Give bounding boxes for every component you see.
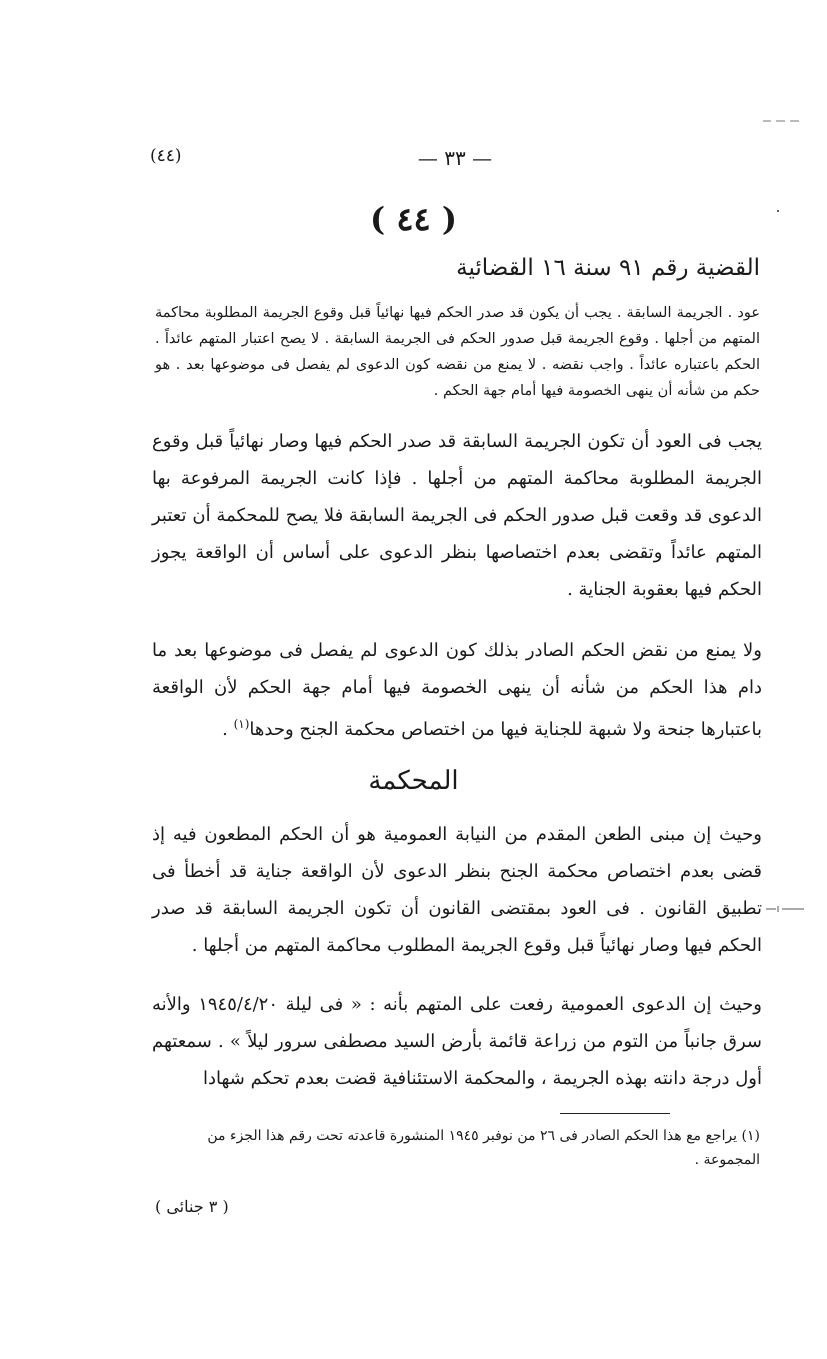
page-number: — ٣٣ — xyxy=(417,146,493,170)
case-number: ( ٤٤ ) xyxy=(370,200,457,238)
holding-paragraph-2 xyxy=(152,632,762,748)
section-title: المحكمة xyxy=(368,766,459,796)
signature-mark: ( ٣ جنائى ) xyxy=(155,1197,229,1216)
case-summary: عود . الجريمة السابقة . يجب أن يكون قد صدر الحكم فيها نهائياً قبل وقوع الجريمة المطلوبة محاكمة المتهم من أجلها . وقوع الجريمة قبل صدور الحكم فى الجريمة السابقة . لا يصح اعتبار المتهم عائداً . الحكم باعتباره عائداً . واجب نقضه . لا يمنع من نقضه كون الدعوى لم يفصل فى موضوعها بعد . هو حكم من شأنه أن ينهى الخصومة فيها أمام جهة الحكم . xyxy=(155,305,760,399)
scan-mark xyxy=(763,108,799,112)
case-title: القضية رقم ٩١ سنة ١٦ القضائية xyxy=(456,255,760,281)
holding-paragraph-2-text: ولا يمنع من نقض الحكم الصادر بذلك كون الدعوى لم يفصل فى موضوعها بعد ما دام هذا الحكم من شأنه أن ينهى الخصومة فيها أمام جهة الحكم لأن الواقعة باعتبارها جنحة ولا شبهة للجناية فيها من اختصاص محكمة الجنح وحدها xyxy=(152,640,762,740)
court-paragraph-1: وحيث إن مبنى الطعن المقدم من النيابة العمومية هو أن الحكم المطعون فيه إذ قضى بعدم اختصاص محكمة الجنح بنظر الدعوى لأن الواقعة جناية قد أخطأ فى تطبيق القانون . فى العود بمقتضى القانون أن تكون الجريمة السابقة قد صدر الحكم فيها وصار نهائياً قبل وقوع الجريمة المطلوب محاكمة المتهم من أجلها . xyxy=(152,824,762,956)
margin-annotation-mark xyxy=(764,900,809,914)
case-ref: (٤٤) xyxy=(150,146,182,166)
footnote: (١) يراجع مع هذا الحكم الصادر فى ٢٦ من نوفبر ١٩٤٥ المنشورة قاعدته تحت رقم هذا الجزء من المجموعة . xyxy=(207,1128,760,1168)
holding-paragraph-2-end: . xyxy=(222,719,234,740)
footnote-divider xyxy=(560,1113,670,1114)
footnote-reference: (١) xyxy=(233,717,250,731)
running-header xyxy=(150,146,760,176)
holding-paragraph-1: يجب فى العود أن تكون الجريمة السابقة قد صدر الحكم فيها وصار نهائياً قبل وقوع الجريمة المطلوبة محاكمة المتهم من أجلها . فإذا كانت الجريمة المرفوعة بها الدعوى قد وقعت قبل صدور الحكم فى الجريمة السابقة فلا يصح للمحكمة أن تعتبر المتهم عائداً وتقضى بعدم اختصاصها بنظر الدعوى على أساس أن الواقعة يجوز الحكم فيها بعقوبة الجناية . xyxy=(152,431,762,600)
court-paragraph-2: وحيث إن الدعوى العمومية رفعت على المتهم بأنه : « فى ليلة ١٩٤٥/٤/٢٠ والأنه سرق جانباً من التوم من زراعة قائمة بأرض السيد مصطفى سرور ليلاً » . سمعتهم أول درجة دانته بهذه الجريمة ، والمحكمة الاستئنافية قضت بعدم تحكم شهادا xyxy=(152,994,762,1089)
